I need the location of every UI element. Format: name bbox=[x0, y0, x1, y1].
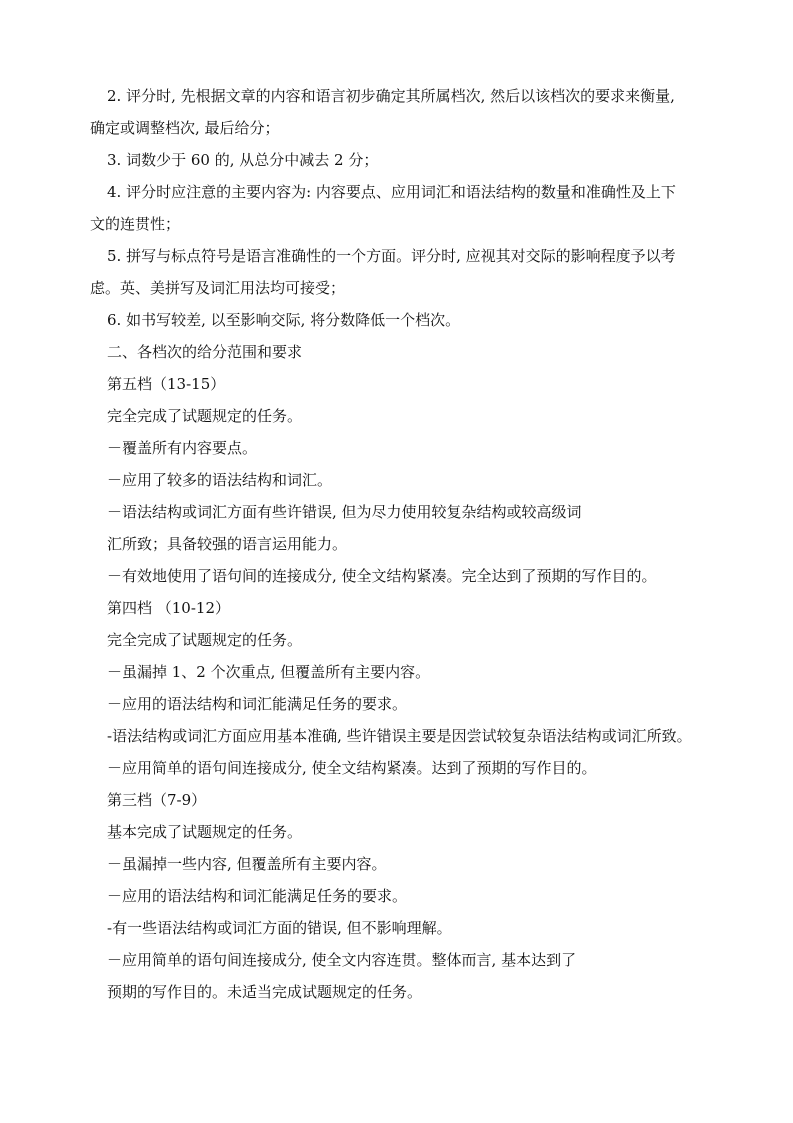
grade-5-item-3-line-1: －语法结构或词汇方面有些许错误, 但为尽力使用较复杂结构或较高级词 bbox=[107, 503, 582, 521]
grade-3-summary: 基本完成了试题规定的任务。 bbox=[107, 823, 303, 841]
grade-4-heading: 第四档 （10-12） bbox=[107, 599, 231, 617]
grade-5-item-1: －覆盖所有内容要点。 bbox=[107, 439, 258, 457]
grade-3-item-4-line-1: －应用简单的语句间连接成分, 使全文内容连贯。整体而言, 基本达到了 bbox=[107, 951, 577, 969]
grade-3-item-3: -有一些语法结构或词汇方面的错误, 但不影响理解。 bbox=[107, 919, 452, 937]
rule-2-line-2: 确定或调整档次, 最后给分； bbox=[90, 119, 280, 137]
grade-5-item-3-line-2: 汇所致；具备较强的语言运用能力。 bbox=[107, 535, 348, 553]
grade-5-heading: 第五档（13-15） bbox=[107, 375, 226, 393]
grade-3-item-4-line-2: 预期的写作目的。未适当完成试题规定的任务。 bbox=[107, 983, 423, 1001]
rule-5-line-1: 5. 拼写与标点符号是语言准确性的一个方面。评分时, 应视其对交际的影响程度予以考 bbox=[107, 247, 676, 265]
section-heading: 二、各档次的给分范围和要求 bbox=[107, 343, 303, 361]
rule-5-line-2: 虑。英、美拼写及词汇用法均可接受； bbox=[90, 279, 346, 297]
grade-3-heading: 第三档（7-9） bbox=[107, 791, 207, 809]
grade-4-item-4: －应用简单的语句间连接成分, 使全文结构紧凑。达到了预期的写作目的。 bbox=[107, 759, 597, 777]
grade-4-summary: 完全完成了试题规定的任务。 bbox=[107, 631, 303, 649]
grade-3-item-1: －虽漏掉一些内容, 但覆盖所有主要内容。 bbox=[107, 855, 387, 873]
rule-3: 3. 词数少于 60 的, 从总分中减去 2 分； bbox=[107, 151, 379, 169]
grade-4-item-3: -语法结构或词汇方面应用基本准确, 些许错误主要是因尝试较复杂语法结构或词汇所致。 bbox=[107, 727, 692, 745]
rule-4-line-2: 文的连贯性； bbox=[90, 215, 181, 233]
rule-4-line-1: 4. 评分时应注意的主要内容为: 内容要点、应用词汇和语法结构的数量和准确性及上下 bbox=[107, 183, 676, 201]
rule-2-line-1: 2. 评分时, 先根据文章的内容和语言初步确定其所属档次, 然后以该档次的要求来衡量, bbox=[107, 87, 675, 105]
grade-5-summary: 完全完成了试题规定的任务。 bbox=[107, 407, 303, 425]
grade-3-item-2: －应用的语法结构和词汇能满足任务的要求。 bbox=[107, 887, 408, 905]
grade-4-item-2: －应用的语法结构和词汇能满足任务的要求。 bbox=[107, 695, 408, 713]
grade-5-item-2: －应用了较多的语法结构和词汇。 bbox=[107, 471, 333, 489]
grade-4-item-1: －虽漏掉 1、2 个次重点, 但覆盖所有主要内容。 bbox=[107, 663, 431, 681]
rule-6: 6. 如书写较差, 以至影响交际, 将分数降低一个档次。 bbox=[107, 311, 461, 329]
grade-5-item-4: －有效地使用了语句间的连接成分, 使全文结构紧凑。完全达到了预期的写作目的。 bbox=[107, 567, 657, 585]
